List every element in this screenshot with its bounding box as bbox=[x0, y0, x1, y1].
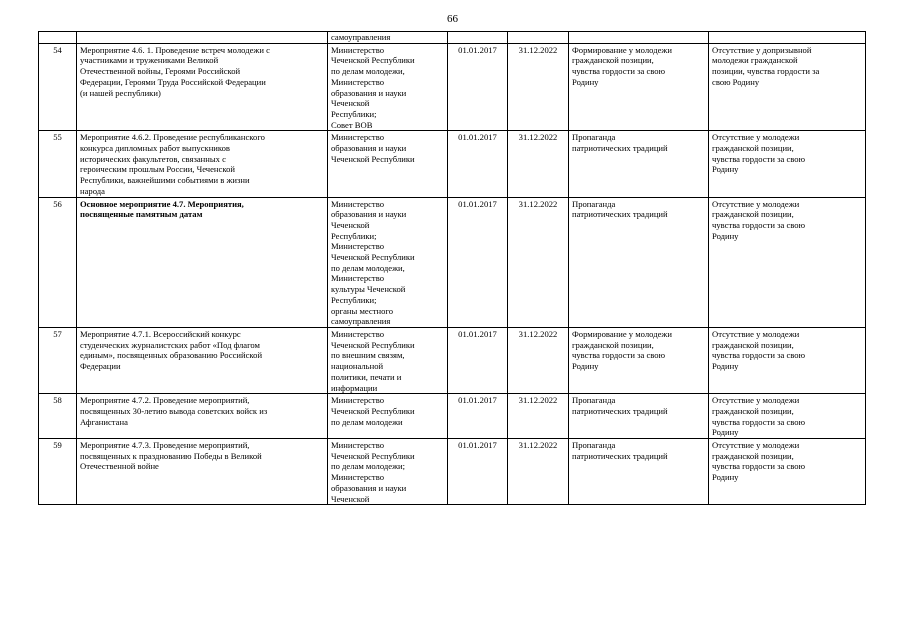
activity-cell-line: Федерации bbox=[80, 361, 121, 372]
executor-cell bbox=[328, 197, 448, 327]
table-row bbox=[39, 439, 866, 505]
result-cell-line: Пропаганда bbox=[572, 440, 616, 451]
consequence-cell-line: Родину bbox=[712, 230, 739, 241]
consequence-cell-line: Отсутствие у молодежи bbox=[712, 395, 800, 406]
consequence-cell-line: чувства гордости за свою bbox=[712, 350, 805, 361]
executor-cell-line: Чеченской bbox=[331, 98, 370, 109]
consequence-cell-line: Отсутствие у молодежи bbox=[712, 132, 800, 143]
continued-executor-text: самоуправления bbox=[331, 32, 391, 42]
executor-cell-line: образования и науки bbox=[331, 87, 407, 98]
result-cell-line: Пропаганда bbox=[572, 132, 616, 143]
consequence-cell-line: чувства гордости за свою bbox=[712, 219, 805, 230]
executor-cell-line: по делам молодежи, bbox=[331, 262, 405, 273]
consequence-cell-line: позиции, чувства гордости за bbox=[712, 66, 820, 77]
result-cell-line: гражданской позиции, bbox=[572, 55, 654, 66]
executor-cell-line: образования и науки bbox=[331, 482, 407, 493]
executor-cell-line: Чеченской Республики bbox=[331, 153, 415, 164]
table-row bbox=[39, 131, 866, 197]
executor-cell-line: Республики; bbox=[331, 230, 377, 241]
activity-cell bbox=[77, 394, 328, 439]
executor-cell-line: культуры Чеченской bbox=[331, 284, 406, 295]
activity-cell-line: исторических факультетов, связанных с bbox=[80, 153, 226, 164]
consequence-cell-line: гражданской позиции, bbox=[712, 450, 794, 461]
executor-cell bbox=[328, 131, 448, 197]
executor-cell-line: Республики; bbox=[331, 108, 377, 119]
row-number-cell: 59 bbox=[39, 439, 77, 505]
activity-cell-line: героическим прошлым России, Чеченской bbox=[80, 164, 235, 175]
activity-cell-line: Мероприятие 4.6. 1. Проведение встреч молодежи с bbox=[80, 44, 270, 55]
consequence-cell-line: Родину bbox=[712, 472, 739, 483]
consequence-cell-line: Отсутствие у допризывной bbox=[712, 44, 812, 55]
activity-cell-line: Республики, важнейшими событиями в жизни bbox=[80, 175, 250, 186]
executor-cell-line: Министерство bbox=[331, 76, 384, 87]
result-cell-line: патриотических традиций bbox=[572, 405, 668, 416]
executor-cell-line: по делам молодежи; bbox=[331, 461, 405, 472]
executor-cell-line: Министерство bbox=[331, 241, 384, 252]
activity-cell-line: Отечественной войны, Героями Российской bbox=[80, 66, 241, 77]
result-cell-line: Родину bbox=[572, 361, 599, 372]
activity-cell-line: Мероприятие 4.6.2. Проведение республиканского bbox=[80, 132, 265, 143]
start-date-cell: 01.01.2017 bbox=[448, 197, 508, 327]
start-date-cell: 01.01.2017 bbox=[448, 439, 508, 505]
result-cell-line: патриотических традиций bbox=[572, 209, 668, 220]
consequence-cell-line: чувства гордости за свою bbox=[712, 416, 805, 427]
executor-cell-line: Министерство bbox=[331, 198, 384, 209]
activity-cell-line: Мероприятие 4.7.3. Проведение мероприятий, bbox=[80, 440, 250, 451]
activity-cell-line: конкурса дипломных работ выпускников bbox=[80, 143, 230, 154]
result-cell-line: чувства гордости за свою bbox=[572, 66, 665, 77]
executor-cell-line: политики, печати и bbox=[331, 371, 402, 382]
end-date-cell: 31.12.2022 bbox=[508, 394, 569, 439]
executor-cell-line: Чеченской Республики bbox=[331, 405, 415, 416]
start-date-cell: 01.01.2017 bbox=[448, 327, 508, 393]
activity-cell-line: студенческих журналистских работ «Под флагом bbox=[80, 339, 260, 350]
result-cell-line: Формирование у молодежи bbox=[572, 328, 672, 339]
start-date-cell: 01.01.2017 bbox=[448, 131, 508, 197]
page-number: 66 bbox=[447, 13, 458, 25]
executor-cell-line: Чеченской bbox=[331, 219, 370, 230]
result-cell-line: Родину bbox=[572, 76, 599, 87]
consequence-cell-line: чувства гордости за свою bbox=[712, 461, 805, 472]
end-date-cell: 31.12.2022 bbox=[508, 439, 569, 505]
start-date-cell: 01.01.2017 bbox=[448, 394, 508, 439]
executor-cell-line: по делам молодежи, bbox=[331, 66, 405, 77]
executor-cell-line: Чеченской bbox=[331, 493, 370, 504]
executor-cell bbox=[328, 394, 448, 439]
executor-cell-line: образования и науки bbox=[331, 143, 407, 154]
result-cell-line: чувства гордости за свою bbox=[572, 350, 665, 361]
consequence-cell-line: Отсутствие у молодежи bbox=[712, 440, 800, 451]
result-cell bbox=[569, 43, 709, 131]
executor-cell-line: по внешним связям, bbox=[331, 350, 405, 361]
start-date-cell: 01.01.2017 bbox=[448, 43, 508, 131]
consequence-cell-line: молодежи гражданской bbox=[712, 55, 798, 66]
table-row bbox=[39, 43, 866, 131]
row-number-cell: 58 bbox=[39, 394, 77, 439]
activities-table bbox=[38, 31, 866, 505]
activity-cell-line: участниками и тружениками Великой bbox=[80, 55, 219, 66]
executor-cell-line: органы местного bbox=[331, 305, 393, 316]
activity-cell bbox=[77, 131, 328, 197]
activity-cell-line: Мероприятие 4.7.1. Всероссийский конкурс bbox=[80, 328, 241, 339]
executor-cell-line: по делам молодежи bbox=[331, 416, 403, 427]
activity-cell-line: Афганистана bbox=[80, 416, 128, 427]
row-number-cell: 56 bbox=[39, 197, 77, 327]
result-cell-line: Пропаганда bbox=[572, 198, 616, 209]
activity-cell-line: Основное мероприятие 4.7. Мероприятия, bbox=[80, 198, 244, 209]
executor-cell-line: Чеченской Республики bbox=[331, 339, 415, 350]
executor-cell-line: Министерство bbox=[331, 44, 384, 55]
result-cell-line: гражданской позиции, bbox=[572, 339, 654, 350]
consequence-cell bbox=[709, 197, 866, 327]
continued-executor-cell bbox=[328, 32, 448, 44]
activity-cell bbox=[77, 43, 328, 131]
table-row bbox=[39, 394, 866, 439]
executor-cell-line: Чеченской Республики bbox=[331, 252, 415, 263]
consequence-cell-line: Отсутствие у молодежи bbox=[712, 328, 800, 339]
result-cell bbox=[569, 197, 709, 327]
consequence-cell-line: гражданской позиции, bbox=[712, 209, 794, 220]
result-cell-line: Формирование у молодежи bbox=[572, 44, 672, 55]
consequence-cell bbox=[709, 131, 866, 197]
result-cell bbox=[569, 327, 709, 393]
activity-cell-line: народа bbox=[80, 185, 105, 196]
consequence-cell-line: гражданской позиции, bbox=[712, 143, 794, 154]
row-number-cell: 57 bbox=[39, 327, 77, 393]
executor-cell-line: информации bbox=[331, 382, 378, 393]
end-date-cell: 31.12.2022 bbox=[508, 327, 569, 393]
activity-cell bbox=[77, 327, 328, 393]
row-number-cell: 55 bbox=[39, 131, 77, 197]
continued-row bbox=[39, 32, 866, 44]
executor-cell-line: образования и науки bbox=[331, 209, 407, 220]
executor-cell-line: Совет ВОВ bbox=[331, 119, 373, 130]
activity-cell-line: Мероприятие 4.7.2. Проведение мероприятий, bbox=[80, 395, 250, 406]
executor-cell-line: Республики; bbox=[331, 294, 377, 305]
consequence-cell-line: Родину bbox=[712, 427, 739, 438]
result-cell-line: патриотических традиций bbox=[572, 143, 668, 154]
activity-cell-line: единым», посвященных образованию Российской bbox=[80, 350, 263, 361]
end-date-cell: 31.12.2022 bbox=[508, 197, 569, 327]
executor-cell-line: Министерство bbox=[331, 273, 384, 284]
activity-cell-line: посвященных 30-летию вывода советских войск из bbox=[80, 405, 268, 416]
table-row bbox=[39, 327, 866, 393]
result-cell-line: Пропаганда bbox=[572, 395, 616, 406]
activity-cell bbox=[77, 439, 328, 505]
executor-cell bbox=[328, 327, 448, 393]
consequence-cell-line: свою Родину bbox=[712, 76, 760, 87]
activity-cell-line: посвященных к празднованию Победы в Великой bbox=[80, 450, 262, 461]
executor-cell bbox=[328, 439, 448, 505]
executor-cell-line: национальной bbox=[331, 361, 384, 372]
executor-cell-line: Министерство bbox=[331, 132, 384, 143]
result-cell bbox=[569, 394, 709, 439]
executor-cell-line: Министерство bbox=[331, 440, 384, 451]
activity-cell-line: посвященные памятным датам bbox=[80, 209, 203, 220]
end-date-cell: 31.12.2022 bbox=[508, 131, 569, 197]
activity-cell bbox=[77, 197, 328, 327]
consequence-cell-line: Родину bbox=[712, 361, 739, 372]
result-cell bbox=[569, 439, 709, 505]
executor-cell-line: Министерство bbox=[331, 472, 384, 483]
consequence-cell bbox=[709, 394, 866, 439]
end-date-cell: 31.12.2022 bbox=[508, 43, 569, 131]
executor-cell bbox=[328, 43, 448, 131]
executor-cell-line: самоуправления bbox=[331, 316, 391, 327]
executor-cell-line: Министерство bbox=[331, 395, 384, 406]
table-row bbox=[39, 197, 866, 327]
consequence-cell bbox=[709, 43, 866, 131]
row-number-cell: 54 bbox=[39, 43, 77, 131]
executor-cell-line: Чеченской Республики bbox=[331, 450, 415, 461]
result-cell-line: патриотических традиций bbox=[572, 450, 668, 461]
result-cell bbox=[569, 131, 709, 197]
consequence-cell-line: Отсутствие у молодежи bbox=[712, 198, 800, 209]
consequence-cell-line: чувства гордости за свою bbox=[712, 153, 805, 164]
executor-cell-line: Министерство bbox=[331, 328, 384, 339]
consequence-cell-line: гражданской позиции, bbox=[712, 405, 794, 416]
consequence-cell bbox=[709, 327, 866, 393]
executor-cell-line: Чеченской Республики bbox=[331, 55, 415, 66]
activity-cell-line: Федерации, Героями Труда Российской Федерации bbox=[80, 76, 266, 87]
consequence-cell-line: Родину bbox=[712, 164, 739, 175]
consequence-cell bbox=[709, 439, 866, 505]
consequence-cell-line: гражданской позиции, bbox=[712, 339, 794, 350]
activity-cell-line: (и нашей республики) bbox=[80, 87, 161, 98]
activity-cell-line: Отечественной войне bbox=[80, 461, 159, 472]
